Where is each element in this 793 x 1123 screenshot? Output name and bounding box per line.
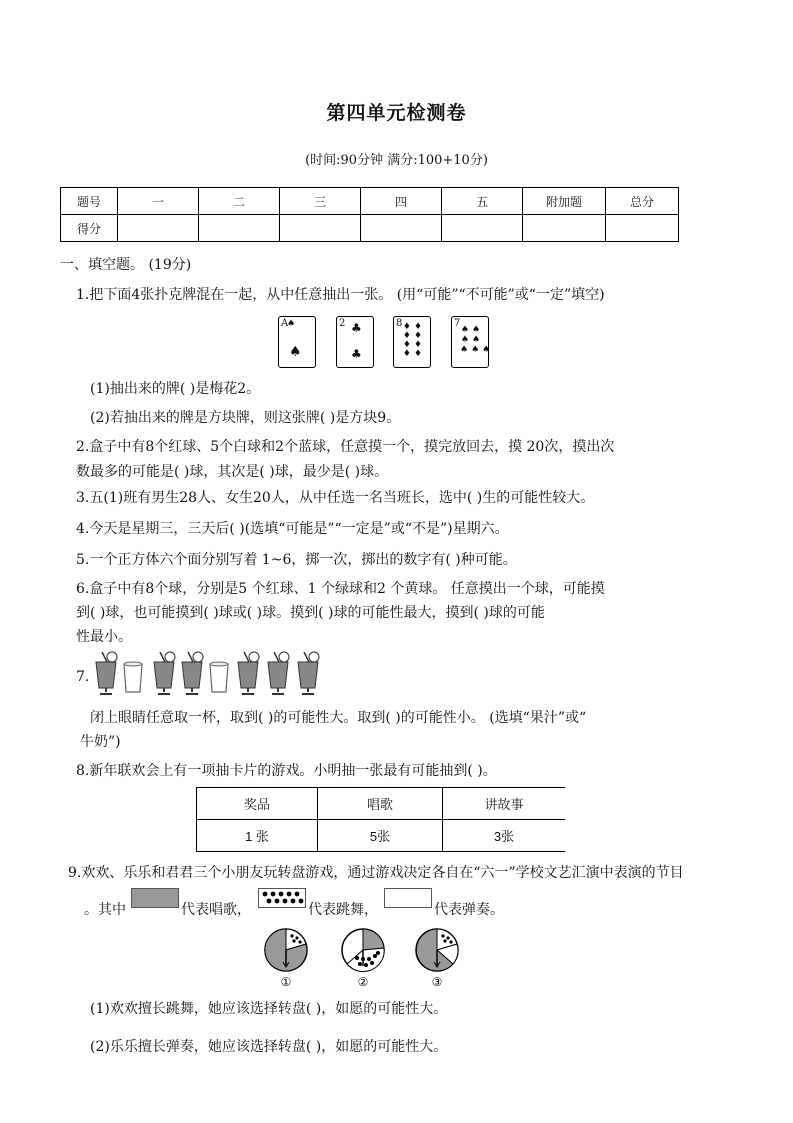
score-cell[interactable] [606, 215, 679, 242]
juice-glass-icon [154, 652, 175, 694]
question-6-line1: 6.盒子中有8个球，分别是5 个红球、1 个绿球和2 个黄球。 任意摸出一个球，可能摸 [76, 581, 605, 597]
diamond-icons: ♦♦ ♦♦ ♦♦ ♦♦ [402, 322, 426, 359]
score-header-cell: 四 [361, 188, 442, 215]
legend-dance-label: 代表跳舞， [308, 902, 378, 918]
score-row-label: 得分 [61, 215, 118, 242]
question-1-sub2: (2)若抽出来的牌是方块牌，则这张牌( )是方块9。 [90, 410, 401, 426]
score-cell[interactable] [280, 215, 361, 242]
dial-label: ① [280, 975, 292, 988]
prize-count-cell: 1 张 [197, 820, 318, 852]
spade-icons: ♠♠ ♠♠ ♠♠♠ [460, 325, 494, 355]
question-3-text: 3.五(1)班有男生28人、女生20人，从中任选一名当班长，选中( )生的可能性较大。 [76, 490, 595, 506]
juice-glass-icon [268, 652, 289, 694]
prize-count-cell: 3张 [443, 820, 566, 852]
question-2-line1: 2.盒子中有8个红球、5个白球和2个蓝球，任意摸一个，摸完放回去，摸 20次，摸出次 [76, 439, 615, 455]
playing-card-7-spades [451, 316, 494, 368]
dial-label: ③ [431, 975, 443, 988]
prize-header-cell: 讲故事 [443, 788, 566, 820]
juice-glass-icon [182, 652, 203, 694]
juice-glass-icon [298, 652, 319, 694]
question-2-line2: 数最多的可能是( )球，其次是( )球，最少是( )球。 [76, 464, 389, 480]
question-5-text: 5.一个正方体六个面分别写着 1~6，掷一次，掷出的数字有( )种可能。 [76, 552, 517, 568]
score-table-score-row [61, 215, 679, 242]
dancing-legend-swatch [258, 888, 306, 908]
playing-legend-swatch [384, 888, 432, 908]
prize-count-cell: 5张 [318, 820, 443, 852]
question-6-line3: 性最小。 [76, 629, 132, 645]
playing-card-2-clubs [336, 316, 374, 368]
playing-card-8-diamonds [393, 316, 431, 368]
dial-label: ② [357, 975, 369, 988]
question-1-text: 1.把下面4张扑克牌混在一起，从中任意抽出一张。 (用“可能”“不可能”或“一定”填空) [76, 287, 605, 303]
question-7-number: 7. [76, 669, 90, 685]
question-6-line2: 到( )球，也可能摸到( )球或( )球。摸到( )球的可能性最大，摸到( )球的可能 [76, 605, 545, 621]
question-4-text: 4.今天是星期三，三天后( )(选填“可能是”“一定是”或“不是”)星期六。 [76, 521, 509, 537]
card-rank: 8 [396, 318, 403, 329]
question-9-sub1: (1)欢欢擅长跳舞，她应该选择转盘( )，如愿的可能性大。 [90, 1001, 448, 1017]
page-title: 第四单元检测卷 [326, 102, 467, 124]
club-icon: ♣ [351, 321, 362, 335]
milk-cup-icon [124, 662, 142, 692]
question-9-sub2: (2)乐乐擅长弹奏，她应该选择转盘( )，如愿的可能性大。 [90, 1039, 448, 1055]
score-cell[interactable] [361, 215, 442, 242]
juice-glass-icon [238, 652, 259, 694]
question-7-line2: 牛奶”) [80, 734, 121, 750]
card-rank: A [281, 318, 289, 329]
spinner-dial-2 [339, 926, 387, 988]
exam-info: (时间:90分钟 满分:100+10分) [305, 153, 488, 168]
milk-cup-icon [210, 662, 228, 692]
score-cell[interactable] [442, 215, 523, 242]
spinner-dial-3 [413, 926, 461, 988]
spade-icon: ♠ [287, 319, 296, 329]
spinner-dial-1 [262, 926, 310, 988]
score-table-header-row [61, 188, 679, 215]
legend-play-label: 代表弹奏。 [434, 902, 504, 918]
score-cell[interactable] [118, 215, 199, 242]
score-header-cell: 三 [280, 188, 361, 215]
playing-card-ace-spades [278, 316, 316, 368]
question-9-legend-prefix: 。其中 [84, 902, 126, 918]
spade-icon: ♠ [289, 344, 302, 360]
club-icon: ♣ [351, 347, 362, 361]
score-header-cell: 题号 [61, 188, 118, 215]
prize-table [196, 787, 565, 852]
score-header-cell: 二 [199, 188, 280, 215]
score-header-cell: 总分 [606, 188, 679, 215]
score-header-cell: 一 [118, 188, 199, 215]
prize-header-cell: 奖品 [197, 788, 318, 820]
section-heading: 一、填空题。 (19分) [60, 257, 192, 273]
prize-header-cell: 唱歌 [318, 788, 443, 820]
legend-sing-label: 代表唱歌， [181, 902, 251, 918]
score-header-cell: 五 [442, 188, 523, 215]
question-1-sub1: (1)抽出来的牌( )是梅花2。 [90, 381, 261, 397]
juice-glass-icon [96, 652, 117, 694]
question-8-text: 8.新年联欢会上有一项抽卡片的游戏。小明抽一张最有可能抽到( )。 [76, 763, 497, 779]
singing-legend-swatch [131, 888, 179, 908]
dots-pattern-icon [259, 889, 305, 907]
score-header-cell: 附加题 [523, 188, 606, 215]
score-cell[interactable] [199, 215, 280, 242]
question-7-line1: 闭上眼睛任意取一杯，取到( )的可能性大。取到( )的可能性小。 (选填“果汁”或“ [90, 710, 587, 726]
score-cell[interactable] [523, 215, 606, 242]
card-rank: 7 [454, 318, 461, 329]
score-table [60, 187, 679, 242]
question-9-line1: 9.欢欢、乐乐和君君三个小朋友玩转盘游戏，通过游戏决定各自在“六一”学校文艺汇演中表演的节目 [68, 865, 684, 881]
card-rank: 2 [339, 318, 346, 329]
drinks-illustration [92, 650, 324, 698]
